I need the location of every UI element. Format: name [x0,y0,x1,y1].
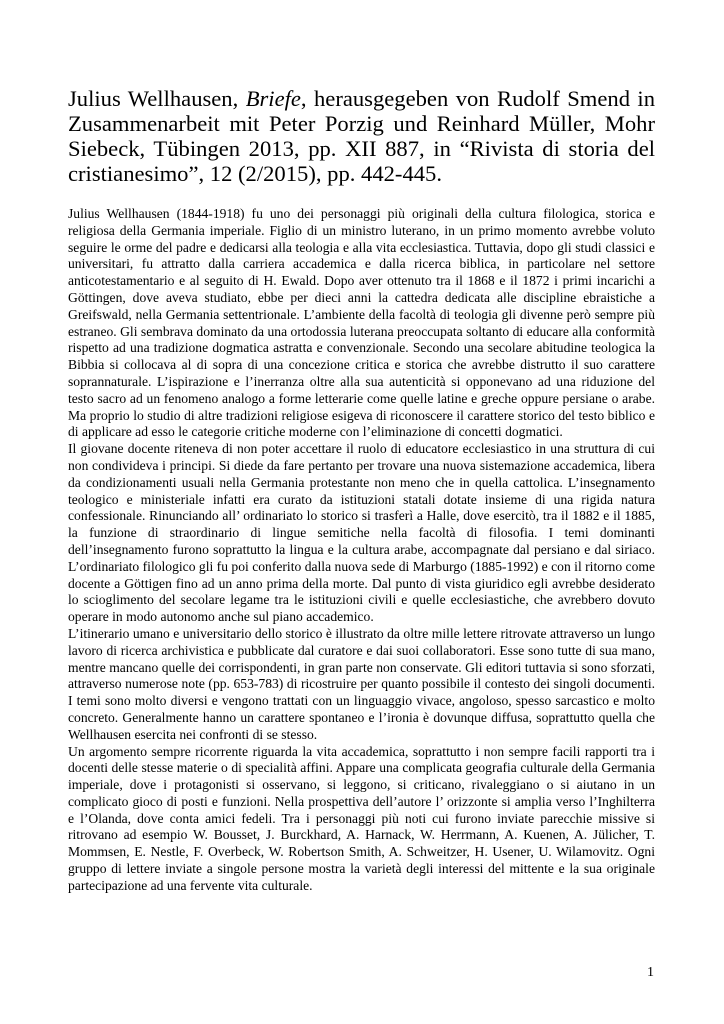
page-number: 1 [647,965,654,980]
title-text-start: Julius Wellhausen, [68,86,246,111]
paragraph-4: Un argomento sempre ricorrente riguarda la vita accademica, soprattutto i non sempre facili rapporti tra i docenti delle stesse materie o di specialità affini. Appare una complicata geografia culturale della Germania imperiale, dove i protagonisti si osservano, si leggono, si criticano, rivaleggiano o si aiutano in un complicato gioco di posti e funzioni. Nella prospettiva dell’autore l’ orizzonte si amplia verso l’Inghilterra e l’Olanda, dove conta amici fedeli. Tra i personaggi più noti cui furono inviate parecchie missive si ritrovano ad esempio W. Bousset, J. Burckhard, A. Harnack, W. Herrmann, A. Kuenen, A. Jülicher, T. Mommsen, E. Nestle, F. Overbeck, W. Robertson Smith, A. Schweitzer, H. Usener, U. Wilamovitz. Ogni gruppo di lettere inviate a singole persone mostra la varietà degli interessi del mittente e la sua originale partecipazione ad una fervente vita culturale. [68,743,655,893]
document-page [68,86,655,895]
paragraph-3: L’itinerario umano e universitario dello storico è illustrato da oltre mille lettere ritrovate attraverso un lungo lavoro di ricerca archivistica e pubblicate dal curatore e dai suoi collaboratori. Esse sono tutte di sua mano, mentre mancano quelle dei corrispondenti, in gran parte non conservate. Gli editori tuttavia si sono sforzati, attraverso numerose note (pp. 653-783) di ricostruire per quanto possibile il contesto dei singoli documenti. I temi sono molto diversi e vengono trattati con un linguaggio vivace, angoloso, spesso sarcastico e molto concreto. Generalmente hanno un carattere spontaneo e l’ironia è dovunque diffusa, soprattutto quella che Wellhausen esercita nei confronti di se stesso. [68,625,655,742]
paragraph-1: Julius Wellhausen (1844-1918) fu uno dei personaggi più originali della cultura filologica, storica e religiosa della Germania imperiale. Figlio di un ministro luterano, in un primo momento avrebbe voluto seguire le orme del padre e dedicarsi alla teologia e alla vita ecclesiastica. Tuttavia, dopo gli studi classici e universitari, fu attratto dalla carriera accademica e dalla ricerca biblica, in particolare nel settore anticotestamentario e al seguito di H. Ewald. Dopo aver ottenuto tra il 1868 e il 1872 i primi incarichi a Göttingen, dove aveva studiato, ebbe per dieci anni la cattedra dedicata alle discipline ebraistiche a Greifswald, nella Germania settentrionale. L’ambiente della facoltà di teologia gli divenne però sempre più estraneo. Gli sembrava dominato da una ortodossia luterana preoccupata soltanto di educare alla conformità rispetto ad una tradizione dogmatica astratta e convenzionale. Secondo una secolare abitudine teologica la Bibbia si collocava al di sopra di una concezione critica e storica che avrebbe distrutto il suo carattere soprannaturale. L’ispirazione e l’inerranza oltre alla sua autenticità si opponevano ad una riduzione del testo sacro ad un fenomeno analogo a forme letterarie come quelle latine e greche oppure persiane o arabe. Ma proprio lo studio di altre tradizioni religiose esigeva di riconoscere il carattere storico del testo biblico e di applicare ad esso le categorie critiche moderne con l’eliminazione di concetti dogmatici. [68,206,655,440]
title-italic-work: Briefe [245,86,301,111]
paragraph-2: Il giovane docente riteneva di non poter accettare il ruolo di educatore ecclesiastico in una struttura di cui non condivideva i principi. Si diede da fare pertanto per trovare una nuova sistemazione accademica, libera da condizionamenti usuali nella Germania protestante non meno che in quella cattolica. L’insegnamento teologico e ministeriale infatti era curato da istituzioni statali dotate insieme di una rigida natura confessionale. Rinunciando all’ ordinariato lo storico si trasferì a Halle, dove esercitò, tra il 1882 e il 1885, la funzione di straordinario di lingue semitiche nella facoltà di filosofia. I temi dominanti dell’insegnamento furono soprattutto la lingua e la cultura arabe, accompagnate dal persiano e dal siriaco. L’ordinariato filologico gli fu poi conferito dalla nuova sede di Marburgo (1885-1992) e con il ritorno come docente a Göttigen fino ad un anno prima della morte. Dal punto di vista giuridico egli avrebbe desiderato lo scioglimento del secolare legame tra le istituzioni civili e quelle ecclesiastiche, che avrebbero dovuto operare in modo autonomo anche sul piano accademico. [68,441,655,625]
title-text-end: , herausgegeben von Rudolf Smend in Zusammenarbeit mit Peter Porzig und Reinhard Müller, Mohr Siebeck, Tübingen 2013, pp. XII 887, in “Rivista di storia del cristianesimo”, 12 (2/2015), pp. 442-445. [68,86,656,186]
document-title [68,86,655,186]
body-text [68,206,655,895]
